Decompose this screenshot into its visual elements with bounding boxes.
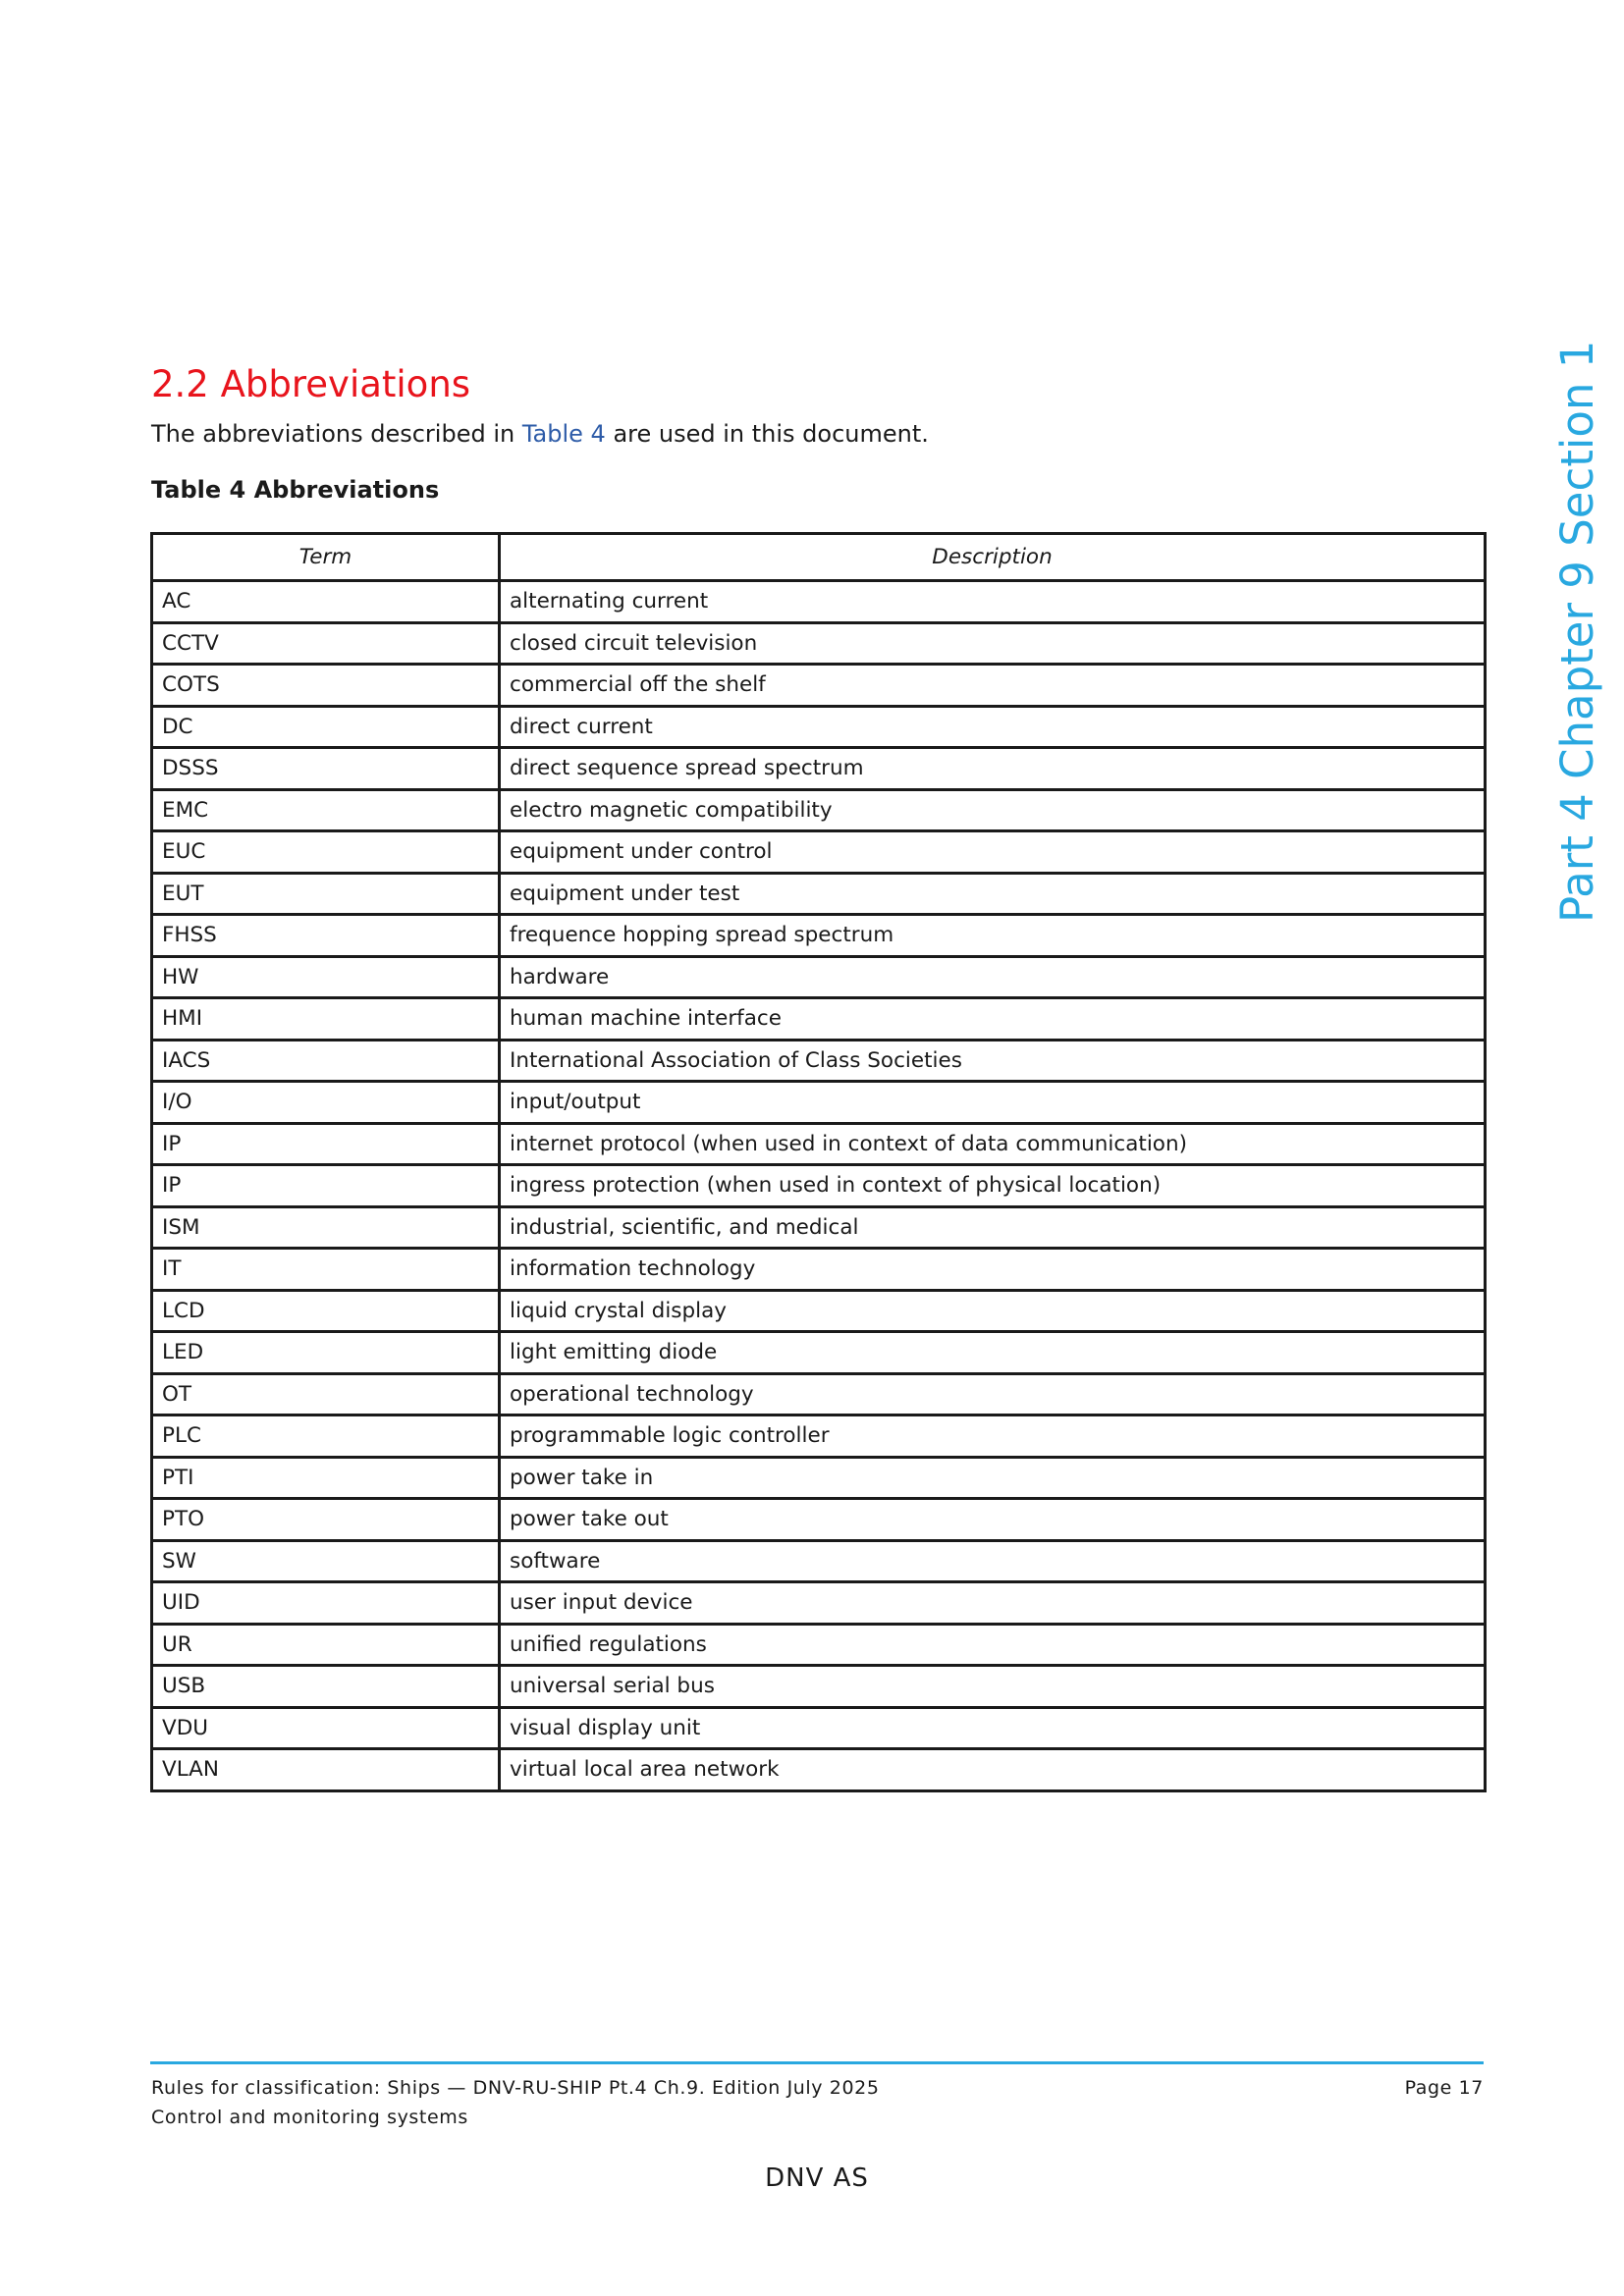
table-row	[152, 665, 1486, 707]
table-row	[152, 1290, 1486, 1332]
description-cell: direct current	[500, 706, 1486, 748]
term-cell: EUC	[152, 831, 500, 874]
table-header-row	[152, 534, 1486, 581]
table-4-link[interactable]: Table 4	[521, 420, 606, 448]
term-column-header: Term	[152, 534, 500, 581]
company-name: DNV AS	[765, 2163, 869, 2193]
table-row	[152, 1040, 1486, 1082]
table-row	[152, 873, 1486, 915]
description-cell: user input device	[500, 1582, 1486, 1625]
term-cell: IACS	[152, 1040, 500, 1082]
term-cell: DC	[152, 706, 500, 748]
term-cell: AC	[152, 581, 500, 623]
table-caption: Table 4 Abbreviations	[151, 476, 440, 504]
description-cell: input/output	[500, 1082, 1486, 1124]
description-cell: direct sequence spread spectrum	[500, 748, 1486, 790]
description-cell: virtual local area network	[500, 1749, 1486, 1791]
description-cell: universal serial bus	[500, 1666, 1486, 1708]
intro-text-after: are used in this document.	[605, 420, 929, 448]
description-cell: programmable logic controller	[500, 1415, 1486, 1458]
description-cell: software	[500, 1540, 1486, 1582]
table-row	[152, 998, 1486, 1041]
description-cell: electro magnetic compatibility	[500, 789, 1486, 831]
description-cell: alternating current	[500, 581, 1486, 623]
description-cell: human machine interface	[500, 998, 1486, 1041]
term-cell: PTI	[152, 1457, 500, 1499]
term-cell: FHSS	[152, 915, 500, 957]
table-row	[152, 915, 1486, 957]
section-heading: 2.2 Abbreviations	[151, 363, 471, 405]
description-cell: power take out	[500, 1499, 1486, 1541]
description-cell: power take in	[500, 1457, 1486, 1499]
table-row	[152, 1540, 1486, 1582]
term-cell: EUT	[152, 873, 500, 915]
table-row	[152, 831, 1486, 874]
table-row	[152, 1582, 1486, 1625]
table-row	[152, 789, 1486, 831]
description-cell: closed circuit television	[500, 622, 1486, 665]
page-number: Page 17	[1404, 2077, 1484, 2099]
term-cell: SW	[152, 1540, 500, 1582]
table-row	[152, 1332, 1486, 1374]
table-row	[152, 1666, 1486, 1708]
term-cell: LED	[152, 1332, 500, 1374]
table-row	[152, 1707, 1486, 1749]
table-row	[152, 1082, 1486, 1124]
description-cell: operational technology	[500, 1373, 1486, 1415]
table-row	[152, 1373, 1486, 1415]
description-cell: commercial off the shelf	[500, 665, 1486, 707]
footer-divider	[150, 2061, 1484, 2064]
term-cell: COTS	[152, 665, 500, 707]
table-row	[152, 1624, 1486, 1666]
term-cell: USB	[152, 1666, 500, 1708]
description-cell: industrial, scientific, and medical	[500, 1206, 1486, 1249]
table-row	[152, 748, 1486, 790]
description-cell: equipment under control	[500, 831, 1486, 874]
footer-document-subtitle: Control and monitoring systems	[151, 2107, 468, 2128]
description-cell: light emitting diode	[500, 1332, 1486, 1374]
table-row	[152, 1123, 1486, 1165]
table-body	[152, 581, 1486, 1791]
abbreviations-table	[150, 532, 1487, 1792]
table-row	[152, 1457, 1486, 1499]
term-cell: UID	[152, 1582, 500, 1625]
table-row	[152, 706, 1486, 748]
table-row	[152, 1499, 1486, 1541]
description-cell: unified regulations	[500, 1624, 1486, 1666]
part-chapter-section-label: Part 4 Chapter 9 Section 1	[1551, 340, 1603, 923]
table-row	[152, 1206, 1486, 1249]
term-cell: DSSS	[152, 748, 500, 790]
term-cell: PTO	[152, 1499, 500, 1541]
description-cell: International Association of Class Societies	[500, 1040, 1486, 1082]
description-cell: internet protocol (when used in context of data communication)	[500, 1123, 1486, 1165]
footer-rules-title: Rules for classification: Ships — DNV-RU-SHIP Pt.4 Ch.9. Edition July 2025	[151, 2077, 880, 2099]
term-cell: I/O	[152, 1082, 500, 1124]
term-cell: ISM	[152, 1206, 500, 1249]
term-cell: IP	[152, 1123, 500, 1165]
term-cell: HW	[152, 956, 500, 998]
description-cell: information technology	[500, 1249, 1486, 1291]
term-cell: VDU	[152, 1707, 500, 1749]
term-cell: PLC	[152, 1415, 500, 1458]
term-cell: LCD	[152, 1290, 500, 1332]
description-cell: visual display unit	[500, 1707, 1486, 1749]
table-row	[152, 1749, 1486, 1791]
description-cell: hardware	[500, 956, 1486, 998]
table-row	[152, 622, 1486, 665]
table-row	[152, 581, 1486, 623]
description-cell: frequence hopping spread spectrum	[500, 915, 1486, 957]
term-cell: OT	[152, 1373, 500, 1415]
term-cell: IT	[152, 1249, 500, 1291]
intro-text-before: The abbreviations described in	[151, 420, 522, 448]
description-cell: liquid crystal display	[500, 1290, 1486, 1332]
footer-document-info	[151, 2073, 880, 2132]
table-row	[152, 1165, 1486, 1207]
term-cell: UR	[152, 1624, 500, 1666]
term-cell: IP	[152, 1165, 500, 1207]
intro-paragraph	[151, 420, 929, 448]
term-cell: CCTV	[152, 622, 500, 665]
term-cell: VLAN	[152, 1749, 500, 1791]
description-column-header: Description	[500, 534, 1486, 581]
term-cell: HMI	[152, 998, 500, 1041]
table-row	[152, 1249, 1486, 1291]
table-row	[152, 1415, 1486, 1458]
term-cell: EMC	[152, 789, 500, 831]
table-row	[152, 956, 1486, 998]
description-cell: ingress protection (when used in context of physical location)	[500, 1165, 1486, 1207]
description-cell: equipment under test	[500, 873, 1486, 915]
